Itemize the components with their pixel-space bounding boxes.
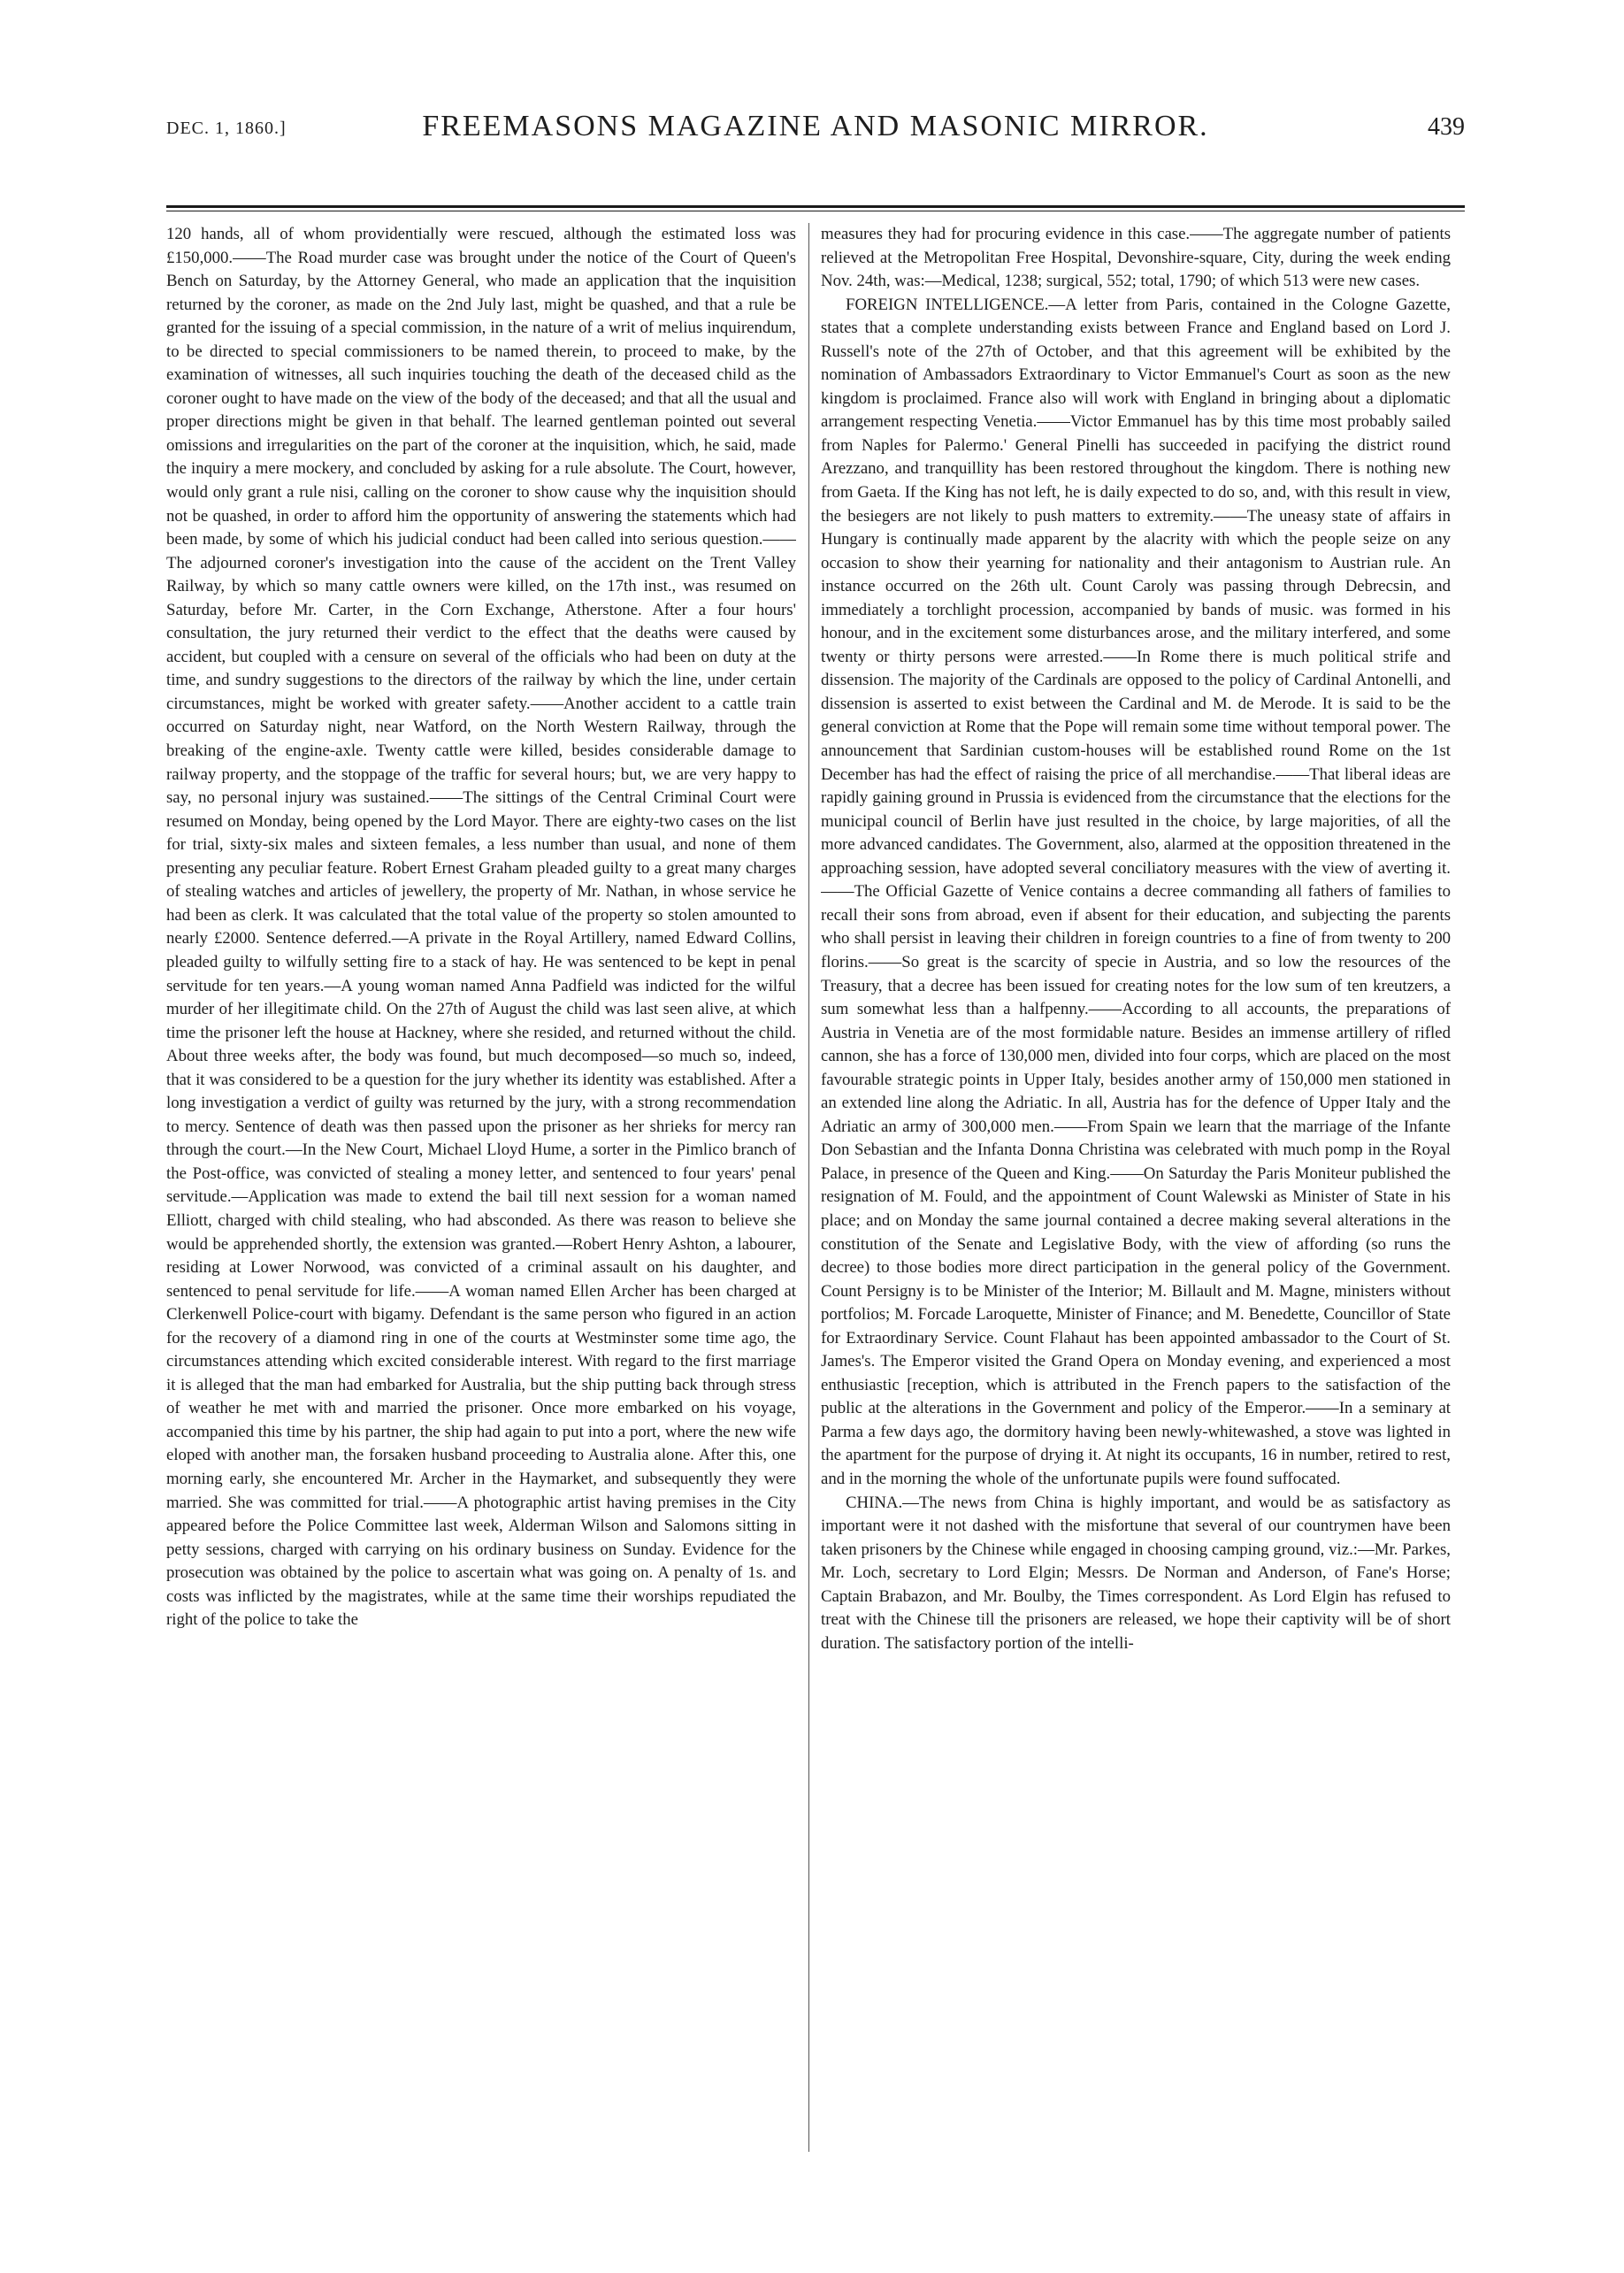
china-paragraph: CHINA.—The news from China is highly important, and would be as satisfactory as important were it not dashed with the misfortune that several of our countrymen have been taken prisoners by the Chinese while engaged in choosing camping ground, viz.:—Mr. Parkes, Mr. Loch, secretary to Lord Elgin; Messrs. De Norman and Anderson, of Fane's Horse; Captain Brabazon, and Mr. Boulby, the Times correspondent. As Lord Elgin has refused to treat with the Chinese till the prisoners are released, we hope their captivity will be of short duration. The satisfactory portion of the intelli-	[821, 1493, 1451, 1653]
right-column	[821, 223, 1451, 2152]
left-paragraph-1: 120 hands, all of whom providentially were rescued, although the estimated loss was £150,000.——The Road murder case was brought under the notice of the Court of Queen's Bench on Saturday, by the Attorney General, who made an application that the inquisition returned by the coroner, as made on the 2nd July last, might be quashed, and that a rule be granted for the issuing of a special commission, in the nature of a writ of melius inquirendum, to be directed to special commissioners to be named therein, to proceed to make, by the examination of witnesses, all such inquiries touching the death of the deceased child as the coroner ought to have made on the view of the body of the deceased; and that all the usual and proper directions might be given in that behalf. The learned gentleman pointed out several omissions and irregularities on the part of the coroner at the inquisition, which, he said, made the inquiry a mere mockery, and concluded by asking for a rule absolute. The Court, however, would only grant a rule nisi, calling on the coroner to show cause why the inquisition should not be quashed, in order to afford him the opportunity of answering the statements which had been made, by some of which his judicial conduct had been called into serious question.——The adjourned coroner's investigation into the cause of the accident on the Trent Valley Railway, by which so many cattle owners were killed, on the 17th inst., was resumed on Saturday, before Mr. Carter, in the Corn Exchange, Atherstone. After a four hours' consultation, the jury returned their verdict to the effect that the deaths were caused by accident, but coupled with a censure on several of the officials who had been on duty at the time, and sundry suggestions to the directors of the railway by which the line, under certain circumstances, might be worked with greater safety.——Another accident to a cattle train occurred on Saturday night, near Watford, on the North Western Railway, through the breaking of the engine-axle. Twenty cattle were killed, besides considerable damage to railway property, and the stoppage of the traffic for several hours; but, we are very happy to say, no personal injury was sustained.——The sittings of the Central Criminal Court were resumed on Monday, being opened by the Lord Mayor. There are eighty-two cases on the list for trial, sixty-six males and sixteen females, a less number than usual, and none of them presenting any peculiar feature. Robert Ernest Graham pleaded guilty to a great many charges of stealing watches and articles of jewellery, the property of Mr. Nathan, in whose service he had been as clerk. It was calculated that the total value of the property so stolen amounted to nearly £2000. Sentence deferred.—A private in the Royal Artillery, named Edward Collins, pleaded guilty to wilfully setting fire to a stack of hay. He was sentenced to be kept in penal servitude for ten years.—A young woman named Anna Padfield was indicted for the wilful murder of her illegitimate child. On the 27th of August the child was last seen alive, at which time the prisoner left the house at Hackney, where she resided, and returned without the child. About three weeks after, the body was found, but much decomposed—so much so, indeed, that it was considered to be a question for the jury whether its identity was established. After a long investigation a verdict of guilty was returned by the jury, with a strong recommendation to mercy. Sentence of death was then passed upon the prisoner as her shrieks for mercy ran through the court.—In the New Court, Michael Lloyd Hume, a sorter in the Pimlico branch of the Post-office, was convicted of stealing a money letter, and sentenced to four years' penal servitude.—Application was made to extend the bail till next session for a woman named Elliott, charged with child stealing, who had absconded. As there was reason to believe she would be apprehended shortly, the extension was granted.—Robert Henry Ashton, a labourer, residing at Lower Norwood, was convicted of a criminal assault on his daughter, and sentenced to penal servitude for life.——A woman named Ellen Archer has been charged at Clerkenwell Police-court with bigamy. Defendant is the same person who figured in an action for the recovery of a diamond ring in one of the courts at Westminster some time ago, the circumstances attending which excited considerable interest. With regard to the first marriage it is alleged that the man had embarked for Australia, but the ship putting back through stress of weather he met with and married the prisoner. Once more embarked on his voyage, accompanied this time by his partner, the ship had again to put into a port, where the new wife eloped with another man, the forsaken husband proceeding to Australia alone. After this, one morning early, she encountered Mr. Archer in the Haymarket, and subsequently they were married. She was committed for trial.——A photographic artist having premises in the City appeared before the Police Committee last week, Alderman Wilson and Salomons sitting in petty sessions, charged with carrying on his ordinary business on Sunday. Evidence for the prosecution was obtained by the police to ascertain what was going on. A penalty of 1s. and costs was inflicted by the magistrates, while at the same time their worships repudiated the right of the police to take the	[166, 225, 796, 1630]
left-column	[166, 223, 796, 2152]
publication-title: FREEMASONS MAGAZINE AND MASONIC MIRROR.	[422, 110, 1209, 142]
foreign-intelligence-paragraph: FOREIGN INTELLIGENCE.—A letter from Paris, contained in the Cologne Gazette, states that a complete understanding exists between France and England based on Lord J. Russell's note of the 27th of October, and that this agreement will be exhibited by the nomination of Ambassadors Extraordinary to Victor Emmanuel's Court as soon as the new kingdom is proclaimed. France also will work with England in bringing about a diplomatic arrangement respecting Venetia.——Victor Emmanuel has by this time most probably sailed from Naples for Palermo.' General Pinelli has succeeded in pacifying the district round Arezzano, and tranquillity has been restored throughout the kingdom. There is nothing new from Gaeta. If the King has not left, he is daily expected to do so, and, with this result in view, the besiegers are not likely to push matters to extremity.——The uneasy state of affairs in Hungary is continually made apparent by the alacrity with which the people seize on any occasion to show their yearning for nationality and their antagonism to Austrian rule. An instance occurred on the 26th ult. Count Caroly was passing through Debrecsin, and immediately a torchlight procession, accompanied by bands of music. was formed in his honour, and in the excitement some disturbances arose, and the military interfered, and some twenty or thirty persons were arrested.——In Rome there is much political strife and dissension. The majority of the Cardinals are opposed to the policy of Cardinal Antonelli, and dissension is asserted to exist between the Cardinal and M. de Merode. It is said to be the general conviction at Rome that the Pope will remain some time without temporal power. The announcement that Sardinian custom-houses will be established round Rome on the 1st December has had the effect of raising the price of all merchandise.——That liberal ideas are rapidly gaining ground in Prussia is evidenced from the circumstance that the elections for the municipal council of Berlin have just resulted in the choice, by large majorities, of all the more advanced candidates. The Government, also, alarmed at the opposition threatened in the approaching session, have adopted several conciliatory measures with the view of averting it.——The Official Gazette of Venice contains a decree commanding all fathers of families to recall their sons from abroad, even if absent for their education, and subjecting the parents who shall persist in leaving their children in foreign countries to a fine of from twenty to 200 florins.——So great is the scarcity of specie in Austria, and so low the resources of the Treasury, that a decree has been issued for creating notes for the low sum of ten kreutzers, a sum somewhat less than a halfpenny.——According to all accounts, the preparations of Austria in Venetia are of the most formidable nature. Besides an immense artillery of rifled cannon, she has a force of 130,000 men, divided into four corps, which are placed on the most favourable strategic points in Upper Italy, besides another army of 150,000 men stationed in an extended line along the Adriatic. In all, Austria has for the defence of Upper Italy and the Adriatic an army of 300,000 men.——From Spain we learn that the marriage of the Infante Don Sebastian and the Infanta Donna Christina was celebrated with much pomp in the Royal Palace, in presence of the Queen and King.——On Saturday the Paris Moniteur published the resignation of M. Fould, and the appointment of Count Walewski as Minister of State in his place; and on Monday the same journal contained a decree making several alterations in the constitution of the Senate and Legislative Body, with the view of affording (so runs the decree) to those bodies more direct participation in the general policy of the Government. Count Persigny is to be Minister of the Interior; M. Billault and M. Magne, ministers without portfolios; M. Forcade Laroquette, Minister of Finance; and M. Benedette, Councillor of State for Extraordinary Service. Count Flahaut has been appointed ambassador to the Court of St. James's. The Emperor visited the Grand Opera on Monday evening, and experienced a most enthusiastic [reception, which is attributed in the French papers to the satisfaction of the public at the alterations in the Government and policy of the Emperor.——In a seminary at Parma a few days ago, the dormitory having been newly-whitewashed, a stove was lighted in the apartment for the purpose of drying it. At night its occupants, 16 in number, retired to rest, and in the morning the whole of the unfortunate pupils were found suffocated.	[821, 295, 1451, 1488]
issue-date: DEC. 1, 1860.]	[166, 119, 287, 138]
header-rule-thick	[166, 205, 1465, 208]
masthead	[166, 110, 1465, 152]
page-number: 439	[1428, 113, 1465, 141]
column-divider	[808, 223, 809, 2152]
right-paragraph-1: measures they had for procuring evidence in this case.——The aggregate number of patients relieved at the Metropolitan Free Hospital, Devonshire-square, City, during the week ending Nov. 24th, was:—Medical, 1238; surgical, 552; total, 1790; of which 513 were new cases.	[821, 225, 1451, 291]
